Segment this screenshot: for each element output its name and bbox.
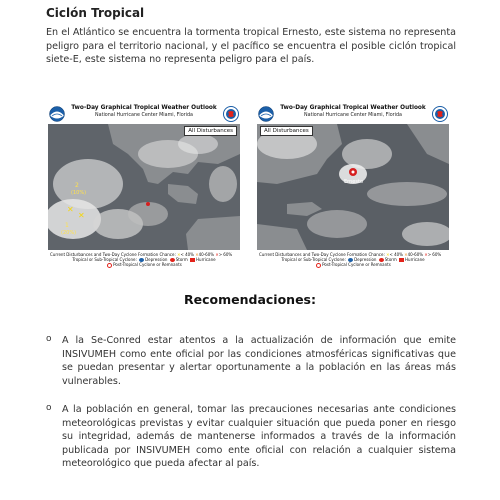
map-title: Two-Day Graphical Tropical Weather Outlook bbox=[280, 105, 426, 111]
legend-storm: Storm bbox=[384, 257, 397, 263]
circle-bullet-icon: o bbox=[46, 403, 52, 413]
chance-high-icon: ✕ bbox=[215, 252, 219, 257]
disturbance-x-icon: ✕ bbox=[67, 205, 74, 214]
satellite-map-drawing bbox=[257, 124, 449, 250]
noaa-logo-icon bbox=[49, 106, 65, 122]
legend-chance-mid: 40-60% bbox=[407, 252, 424, 257]
map-header bbox=[255, 104, 451, 126]
legend-line-2: Tropical or Sub-Tropical Cyclone: bbox=[72, 257, 137, 263]
legend-hurricane: Hurricane bbox=[196, 257, 216, 263]
intro-paragraph: En el Atlántico se encuentra la tormenta tropical Ernesto, este sistema no representa peligro para el territorio nacional, y el pacífico se encuentra el posible ciclón tropical siete-E, este sistema no representa peligro para el país. bbox=[46, 27, 456, 65]
satellite-image bbox=[257, 124, 449, 250]
legend-chance-low: < 40% bbox=[180, 252, 194, 257]
post-tropical-icon bbox=[316, 263, 321, 268]
map-subtitle: National Hurricane Center Miami, Florida bbox=[304, 113, 402, 118]
legend-depression: Depression bbox=[354, 257, 377, 263]
legend-hurricane: Hurricane bbox=[405, 257, 425, 263]
legend-storm: Storm bbox=[175, 257, 188, 263]
hurricane-icon bbox=[399, 258, 404, 262]
marker-ernesto-label: Ernesto bbox=[344, 179, 363, 185]
map-legend bbox=[257, 252, 449, 268]
recommendation-text: A la población en general, tomar las precauciones necesarias ante condiciones meteorológicas previstas y evitar cualquier situación que pueda poner en riesgo su integridad, además de mantenerse informados a través de la información publicada por INSIVUMEH como ente oficial con relación a cualquier sistema meteorológico que pueda afectar al país. bbox=[62, 404, 456, 469]
section-title: Ciclón Tropical bbox=[46, 6, 145, 20]
disturbance-x-icon: ✕ bbox=[78, 211, 85, 220]
marker-2-label: 2 bbox=[75, 182, 79, 189]
legend-chance-low: < 40% bbox=[389, 252, 403, 257]
chance-high-icon: ✕ bbox=[424, 252, 428, 257]
marker-1-label: 1 bbox=[65, 222, 69, 229]
chance-mid-icon: ✕ bbox=[195, 252, 199, 257]
marker-2-chance: (10%) bbox=[71, 190, 87, 196]
list-item bbox=[46, 334, 456, 388]
nws-logo-icon bbox=[432, 106, 448, 122]
recommendation-text: A la Se-Conred estar atentos a la actualización de información que emite INSIVUMEH como ente oficial por las condiciones atmosféricas significativas que se puedan presentar y alertar oportunamente a la población en las áreas más vulnerables. bbox=[62, 335, 456, 387]
chance-low-icon: ✕ bbox=[177, 252, 181, 257]
outlook-map-left bbox=[46, 104, 242, 272]
post-tropical-icon bbox=[107, 263, 112, 268]
storm-dot-icon bbox=[146, 202, 150, 206]
chance-low-icon: ✕ bbox=[386, 252, 390, 257]
legend-line-1: Current Disturbances and Two-Day Cyclone Formation Chance: bbox=[50, 252, 176, 257]
map-subtitle: National Hurricane Center Miami, Florida bbox=[95, 113, 193, 118]
marker-1-chance: (20%) bbox=[61, 230, 77, 236]
recommendations-list bbox=[46, 334, 456, 486]
map-header bbox=[46, 104, 242, 126]
recommendations-title: Recomendaciones: bbox=[184, 292, 316, 307]
legend-chance-mid: 40-60% bbox=[198, 252, 215, 257]
all-disturbances-badge: All Disturbances bbox=[184, 126, 237, 136]
legend-line-2: Tropical or Sub-Tropical Cyclone: bbox=[281, 257, 346, 263]
noaa-logo-icon bbox=[258, 106, 274, 122]
legend-chance-high: > 60% bbox=[218, 252, 233, 257]
outlook-map-right bbox=[255, 104, 451, 272]
legend-depression: Depression bbox=[145, 257, 168, 263]
legend-line-1: Current Disturbances and Two-Day Cyclone Formation Chance: bbox=[259, 252, 385, 257]
hurricane-icon bbox=[190, 258, 195, 262]
all-disturbances-badge: All Disturbances bbox=[260, 126, 313, 136]
satellite-map-drawing bbox=[48, 124, 240, 250]
legend-chance-high: > 60% bbox=[427, 252, 442, 257]
list-item bbox=[46, 403, 456, 471]
legend-line-3: Post-Tropical Cyclone or Remnants bbox=[322, 262, 391, 268]
chance-mid-icon: ✕ bbox=[404, 252, 408, 257]
circle-bullet-icon: o bbox=[46, 334, 52, 344]
map-title: Two-Day Graphical Tropical Weather Outlook bbox=[71, 105, 217, 111]
nws-logo-icon bbox=[223, 106, 239, 122]
satellite-image bbox=[48, 124, 240, 250]
legend-line-3: Post-Tropical Cyclone or Remnants bbox=[113, 262, 182, 268]
map-legend bbox=[48, 252, 240, 268]
